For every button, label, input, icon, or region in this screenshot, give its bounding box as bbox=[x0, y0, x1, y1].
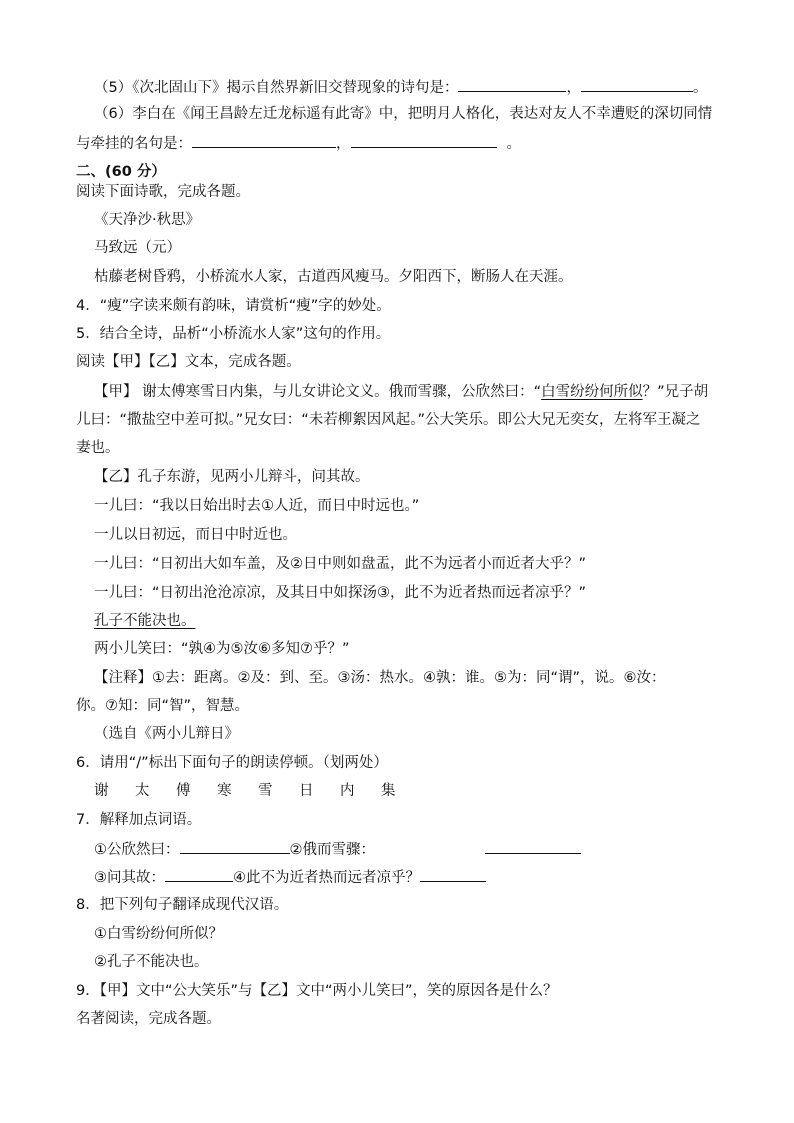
answer-blank[interactable] bbox=[351, 132, 497, 148]
underlined-sentence: 白雪纷纷何所似 bbox=[541, 384, 643, 400]
poem-author: 马致远（元） bbox=[94, 240, 181, 256]
jia-text-line2: 儿曰：“撒盐空中差可拟。”兄女曰：“未若柳絮因风起。”公大笑乐。即公大兄无奕女，左将军王凝之 bbox=[76, 412, 701, 428]
notes-line1: 【注释】①去：距离。②及：到、至。③汤：热水。④孰：谁。⑤为：同“谓”，说。⑥汝： bbox=[94, 670, 666, 686]
notes-line2: 你。⑦知：同“智”，智慧。 bbox=[76, 698, 250, 714]
question-9: 9．【甲】文中“公大笑乐”与【乙】文中“两小儿笑曰”，笑的原因各是什么？ bbox=[76, 983, 558, 999]
answer-blank[interactable] bbox=[192, 132, 336, 148]
question-5: 5．结合全诗，品析“小桥流水人家”这句的作用。 bbox=[76, 326, 391, 342]
char: 寒 bbox=[217, 783, 232, 799]
answer-blank[interactable] bbox=[420, 866, 486, 882]
question-4: 4．“瘦”字读来颇有韵味，请赏析“瘦”字的妙处。 bbox=[76, 298, 391, 314]
q7-item-c: ③问其故： bbox=[94, 870, 165, 886]
q8-item-a: ①白雪纷纷何所似？ bbox=[94, 926, 223, 942]
char: 谢 bbox=[94, 783, 109, 799]
separator: ， bbox=[336, 136, 351, 152]
answer-blank[interactable] bbox=[581, 76, 693, 92]
char: 集 bbox=[381, 783, 396, 799]
yi-text-line3: 一儿以日初远，而日中时近也。 bbox=[94, 527, 297, 543]
classic-reading-intro: 名著阅读，完成各题。 bbox=[76, 1011, 221, 1027]
answer-blank[interactable] bbox=[485, 838, 581, 854]
source-note: （选自《两小儿辩日》 bbox=[94, 726, 239, 742]
answer-blank[interactable] bbox=[165, 866, 233, 882]
char: 内 bbox=[340, 783, 355, 799]
yi-text-line4: 一儿曰：“日初出大如车盖，及②日中则如盘盂，此不为远者小而近者大乎？” bbox=[94, 556, 587, 572]
q5-fill-blank bbox=[94, 76, 707, 98]
poem-title: 《天净沙·秋思》 bbox=[94, 212, 201, 228]
quote-mark: “ bbox=[533, 384, 542, 400]
answer-blank[interactable] bbox=[458, 76, 566, 92]
q8-item-b: ②孔子不能决也。 bbox=[94, 954, 209, 970]
yi-text-line1: 【乙】孔子东游，见两小儿辩斗，问其故。 bbox=[94, 469, 370, 485]
question-6: 6．请用“/”标出下面句子的朗读停顿。（划两处） bbox=[76, 755, 388, 771]
q7-item-d: ④此不为近者热而远者凉乎？ bbox=[233, 870, 420, 886]
char: 雪 bbox=[258, 783, 273, 799]
yi-underlined-sentence: 孔子不能决也。 bbox=[94, 613, 196, 629]
char: 傅 bbox=[176, 783, 191, 799]
reading-intro: 阅读【甲】【乙】文本，完成各题。 bbox=[76, 354, 301, 370]
q7-row1 bbox=[94, 838, 581, 860]
pause-sentence bbox=[94, 781, 422, 801]
q5-text: （5）《次北固山下》揭示自然界新旧交替现象的诗句是： bbox=[94, 80, 459, 96]
q6-text: 与牵挂的名句是： bbox=[76, 136, 192, 152]
q7-item-b: ②俄而雪骤： bbox=[289, 842, 375, 858]
question-8: 8．把下列句子翻译成现代汉语。 bbox=[76, 897, 289, 913]
char: 日 bbox=[299, 783, 314, 799]
period: 。 bbox=[506, 136, 521, 152]
separator: ， bbox=[566, 80, 581, 96]
period: 。 bbox=[692, 80, 708, 96]
jia-text-line3: 妻也。 bbox=[76, 440, 120, 456]
poem-intro: 阅读下面诗歌，完成各题。 bbox=[76, 184, 250, 200]
jia-text-line1 bbox=[94, 382, 708, 402]
yi-text-line7: 两小儿笑曰：“孰④为⑤汝⑥多知⑦乎？” bbox=[94, 641, 350, 657]
jia-text: 【甲】 谢太傅寒雪日内集，与儿女讲论文义。俄而雪骤，公欣然曰： bbox=[94, 384, 534, 400]
section-title: 二、(60 分） bbox=[76, 164, 166, 180]
q7-row2 bbox=[94, 866, 486, 888]
q6-fill-blank bbox=[76, 132, 521, 154]
yi-text-line5: 一儿曰：“日初出沧沧凉凉，及其日中如探汤③，此不为近者热而远者凉乎？” bbox=[94, 585, 587, 601]
yi-text-line2: 一儿曰：“我以日始出时去①人近，而日中时远也。” bbox=[94, 498, 420, 514]
question-7: 7．解释加点词语。 bbox=[76, 812, 202, 828]
jia-text: ？”兄子胡 bbox=[642, 384, 709, 400]
char: 太 bbox=[135, 783, 150, 799]
q6-text-line1: （6）李白在《闻王昌龄左迁龙标遥有此寄》中，把明月人格化，表达对友人不幸遭贬的深切同情 bbox=[94, 106, 713, 122]
poem-text: 枯藤老树昏鸦，小桥流水人家，古道西风瘦马。夕阳西下，断肠人在天涯。 bbox=[94, 269, 573, 285]
answer-blank[interactable] bbox=[180, 838, 290, 854]
q7-item-a: ①公欣然曰： bbox=[94, 842, 180, 858]
